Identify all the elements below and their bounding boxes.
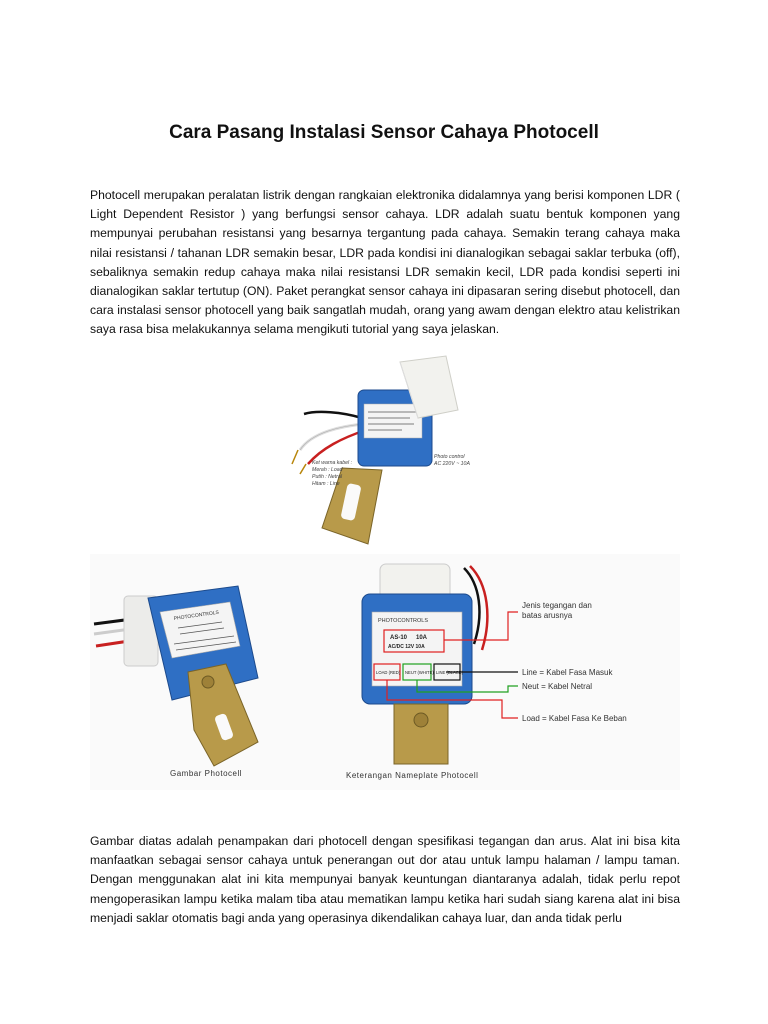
right-nameplate-illustration bbox=[346, 564, 627, 780]
annotation-load: Load = Kabel Fasa Ke Beban bbox=[522, 714, 627, 723]
paragraph-description: Gambar diatas adalah penampakan dari photocell dengan spesifikasi tegangan dan arus. Alat ini bisa kita manfaatkan sebagai sensor cahaya untuk penerangan out dor atau untuk lampu halaman / lampu taman. Dengan menggunakan alat ini kita mempunyai banyak keuntungan diantaranya adalah, tidak perlu repot mengoperasikan lampu ketika malam tiba atau mematikan lampu ketika hari sudah siang karena alat ini bisa menjadi saklar otomatis bagi anda yang operasinya dikendalikan cahaya luar, dan anda tidak perlu bbox=[90, 834, 680, 925]
annotation-neut: Neut = Kabel Netral bbox=[522, 682, 593, 691]
nameplate-terminal-load: LOAD (RED) bbox=[376, 670, 401, 675]
nameplate-model: AS-10 bbox=[390, 635, 408, 641]
nameplate-rating: 10A bbox=[416, 635, 428, 641]
nameplate-explanation-image bbox=[90, 554, 680, 790]
cable-note-line-1: Merah : Load bbox=[312, 467, 343, 473]
annotation-line: Line = Kabel Fasa Masuk bbox=[522, 668, 613, 677]
left-caption: Gambar Photocell bbox=[170, 769, 243, 778]
cable-note-line-3: Hitam : Line bbox=[312, 481, 340, 487]
cable-note-line-0: Ket warna kabel : bbox=[312, 460, 353, 466]
nameplate-terminal-neut: NEUT (WHITE) bbox=[405, 670, 434, 675]
left-nameplate-header: PHOTOCONTROLS bbox=[173, 609, 220, 622]
annotation-voltage-line-1: batas arusnya bbox=[522, 611, 573, 620]
spec-note-line-1: AC 220V ~ 10A bbox=[434, 461, 470, 467]
photocell-product-image bbox=[282, 352, 492, 548]
annotation-voltage-line-0: Jenis tegangan dan bbox=[522, 601, 592, 610]
paragraph-intro: Photocell merupakan peralatan listrik dengan rangkaian elektronika didalamnya yang berisi komponen LDR ( Light Dependent Resistor ) yang berfungsi sensor cahaya. LDR adalah suatu bentuk komponen yang mempunyai perubahan resistansi yang besarnya tergantung pada cahaya. Semakin terang cahaya maka nilai resistansi / tahanan LDR semakin besar, LDR pada kondisi ini dianalogikan sebagai saklar terbuka (off), sebaliknya semakin redup cahaya maka nilai resistansi LDR semakin kecil, LDR pada kondisi seperti ini dianalogikan saklar tertutup (ON). Paket perangkat sensor cahaya ini dipasaran sering disebut photocell, dan cara instalasi sensor photocell yang baik sangatlah mudah, orang yang awam dengan elektro atau kelistrikan saya rasa bisa melakukannya selama mengikuti tutorial yang saya jelaskan. bbox=[90, 188, 680, 337]
nameplate-header: PHOTOCONTROLS bbox=[378, 618, 429, 624]
nameplate-terminal-line: LINE (BLACK) bbox=[436, 670, 463, 675]
cable-note-line-2: Putih : Netral bbox=[312, 474, 342, 480]
left-photocell-illustration bbox=[94, 586, 258, 778]
spec-note-line-0: Photo control bbox=[434, 454, 465, 460]
right-caption: Keterangan Nameplate Photocell bbox=[346, 771, 479, 780]
nameplate-voltage: AC/DC 12V 10A bbox=[388, 644, 425, 650]
page-title: Cara Pasang Instalasi Sensor Cahaya Photocell bbox=[169, 122, 599, 143]
